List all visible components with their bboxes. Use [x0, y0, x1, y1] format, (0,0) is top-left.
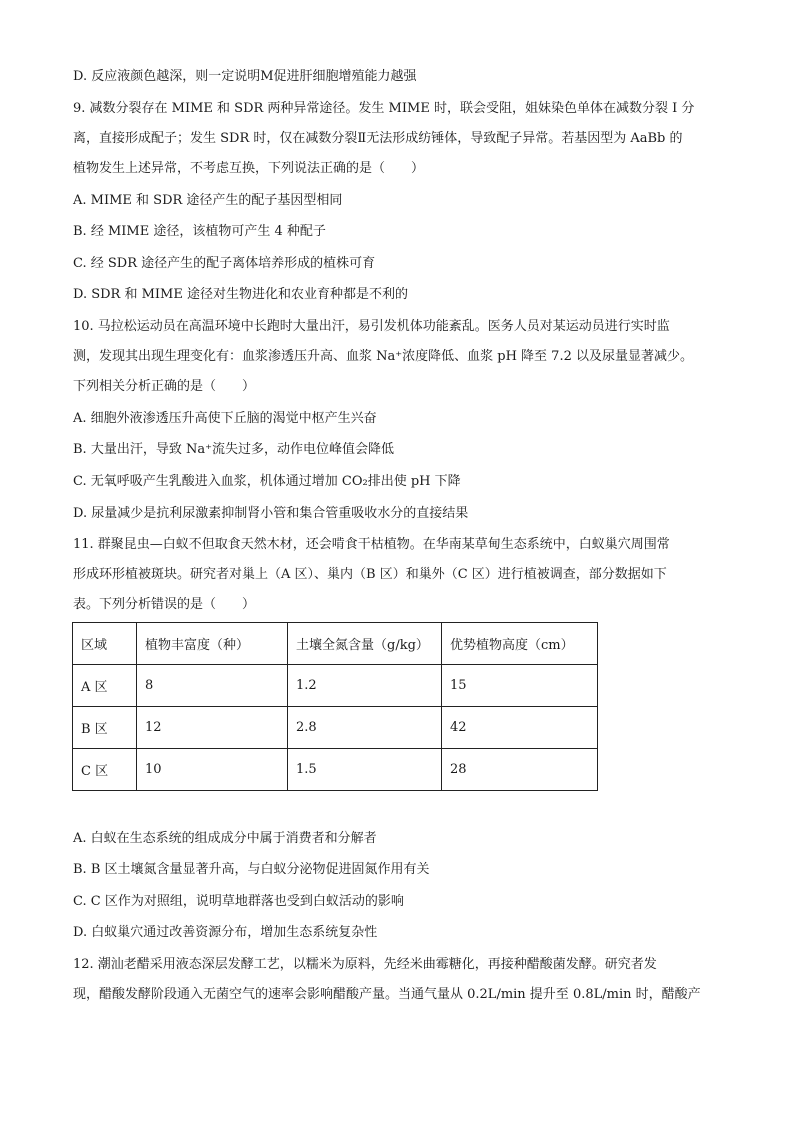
table-row [73, 665, 598, 707]
question-10-option-a: A. 细胞外液渗透压升高使下丘脑的渴觉中枢产生兴奋 [73, 411, 377, 426]
table-cell: 1.5 [288, 749, 442, 791]
table-header-cell: 区域 [73, 623, 137, 665]
table-cell: C 区 [73, 749, 137, 791]
table-row [73, 749, 598, 791]
table-header-cell: 土壤全氮含量（g/kg） [288, 623, 442, 665]
table-cell: 12 [137, 707, 288, 749]
question-11-option-b: B. B 区土壤氮含量显著升高，与白蚁分泌物促进固氮作用有关 [73, 862, 430, 877]
table-cell: 1.2 [288, 665, 442, 707]
question-10-option-b: B. 大量出汗，导致 Na⁺流失过多，动作电位峰值会降低 [73, 442, 394, 457]
table-cell: 2.8 [288, 707, 442, 749]
question-9-stem-line-3: 植物发生上述异常，不考虑互换，下列说法正确的是（ ） [73, 161, 425, 176]
question-11-option-a: A. 白蚁在生态系统的组成成分中属于消费者和分解者 [73, 831, 377, 846]
question-11-stem-line-3: 表。下列分析错误的是（ ） [73, 597, 256, 612]
question-9-option-c: C. 经 SDR 途径产生的配子离体培养形成的植株可育 [73, 256, 376, 271]
question-9-stem-line-2: 离，直接形成配子；发生 SDR 时，仅在减数分裂Ⅱ无法形成纺锤体，导致配子异常。若基因型为 AaBb 的 [73, 131, 683, 146]
vegetation-survey-table [72, 622, 598, 791]
table-header-cell: 植物丰富度（种） [137, 623, 288, 665]
question-9-option-d: D. SDR 和 MIME 途径对生物进化和农业育种都是不利的 [73, 287, 408, 302]
table-header-cell: 优势植物高度（cm） [442, 623, 598, 665]
question-9-option-a: A. MIME 和 SDR 途径产生的配子基因型相同 [73, 193, 343, 208]
table-cell: 28 [442, 749, 598, 791]
question-9-stem-line-1: 9. 减数分裂存在 MIME 和 SDR 两种异常途径。发生 MIME 时，联会受阻，姐妹染色单体在减数分裂 I 分 [73, 101, 695, 116]
table-cell: B 区 [73, 707, 137, 749]
question-10-stem-line-3: 下列相关分析正确的是（ ） [73, 379, 256, 394]
question-10-stem-line-1: 10. 马拉松运动员在高温环境中长跑时大量出汗，易引发机体功能紊乱。医务人员对某运动员进行实时监 [73, 319, 670, 334]
question-9-option-b: B. 经 MIME 途径，该植物可产生 4 种配子 [73, 224, 326, 239]
table-cell: 10 [137, 749, 288, 791]
table-header-row [73, 623, 598, 665]
table-row [73, 707, 598, 749]
question-10-stem-line-2: 测，发现其出现生理变化有：血浆渗透压升高、血浆 Na⁺浓度降低、血浆 pH 降至 7.2 以及尿量显著减少。 [73, 349, 693, 364]
question-11-option-c: C. C 区作为对照组，说明草地群落也受到白蚁活动的影响 [73, 894, 404, 909]
table-cell: 42 [442, 707, 598, 749]
question-12-stem-line-2: 现，醋酸发酵阶段通入无菌空气的速率会影响醋酸产量。当通气量从 0.2L/min 提升至 0.8L/min 时，醋酸产 [73, 987, 701, 1002]
question-10-option-d: D. 尿量减少是抗利尿激素抑制肾小管和集合管重吸收水分的直接结果 [73, 506, 469, 521]
question-11-option-d: D. 白蚁巢穴通过改善资源分布，增加生态系统复杂性 [73, 925, 378, 940]
option-d-q8: D. 反应液颜色越深，则一定说明M促进肝细胞增殖能力越强 [73, 69, 417, 84]
table-cell: A 区 [73, 665, 137, 707]
table-cell: 8 [137, 665, 288, 707]
question-10-option-c: C. 无氧呼吸产生乳酸进入血浆，机体通过增加 CO₂排出使 pH 下降 [73, 474, 461, 489]
question-11-stem-line-1: 11. 群聚昆虫—白蚁不但取食天然木材，还会啃食干枯植物。在华南某草甸生态系统中，白蚁巢穴周围常 [73, 537, 670, 552]
question-11-stem-line-2: 形成环形植被斑块。研究者对巢上（A 区）、巢内（B 区）和巢外（C 区）进行植被调查，部分数据如下 [73, 567, 667, 582]
question-12-stem-line-1: 12. 潮汕老醋采用液态深层发酵工艺，以糯米为原料，先经米曲霉糖化，再接种醋酸菌发酵。研究者发 [73, 957, 657, 972]
table-cell: 15 [442, 665, 598, 707]
